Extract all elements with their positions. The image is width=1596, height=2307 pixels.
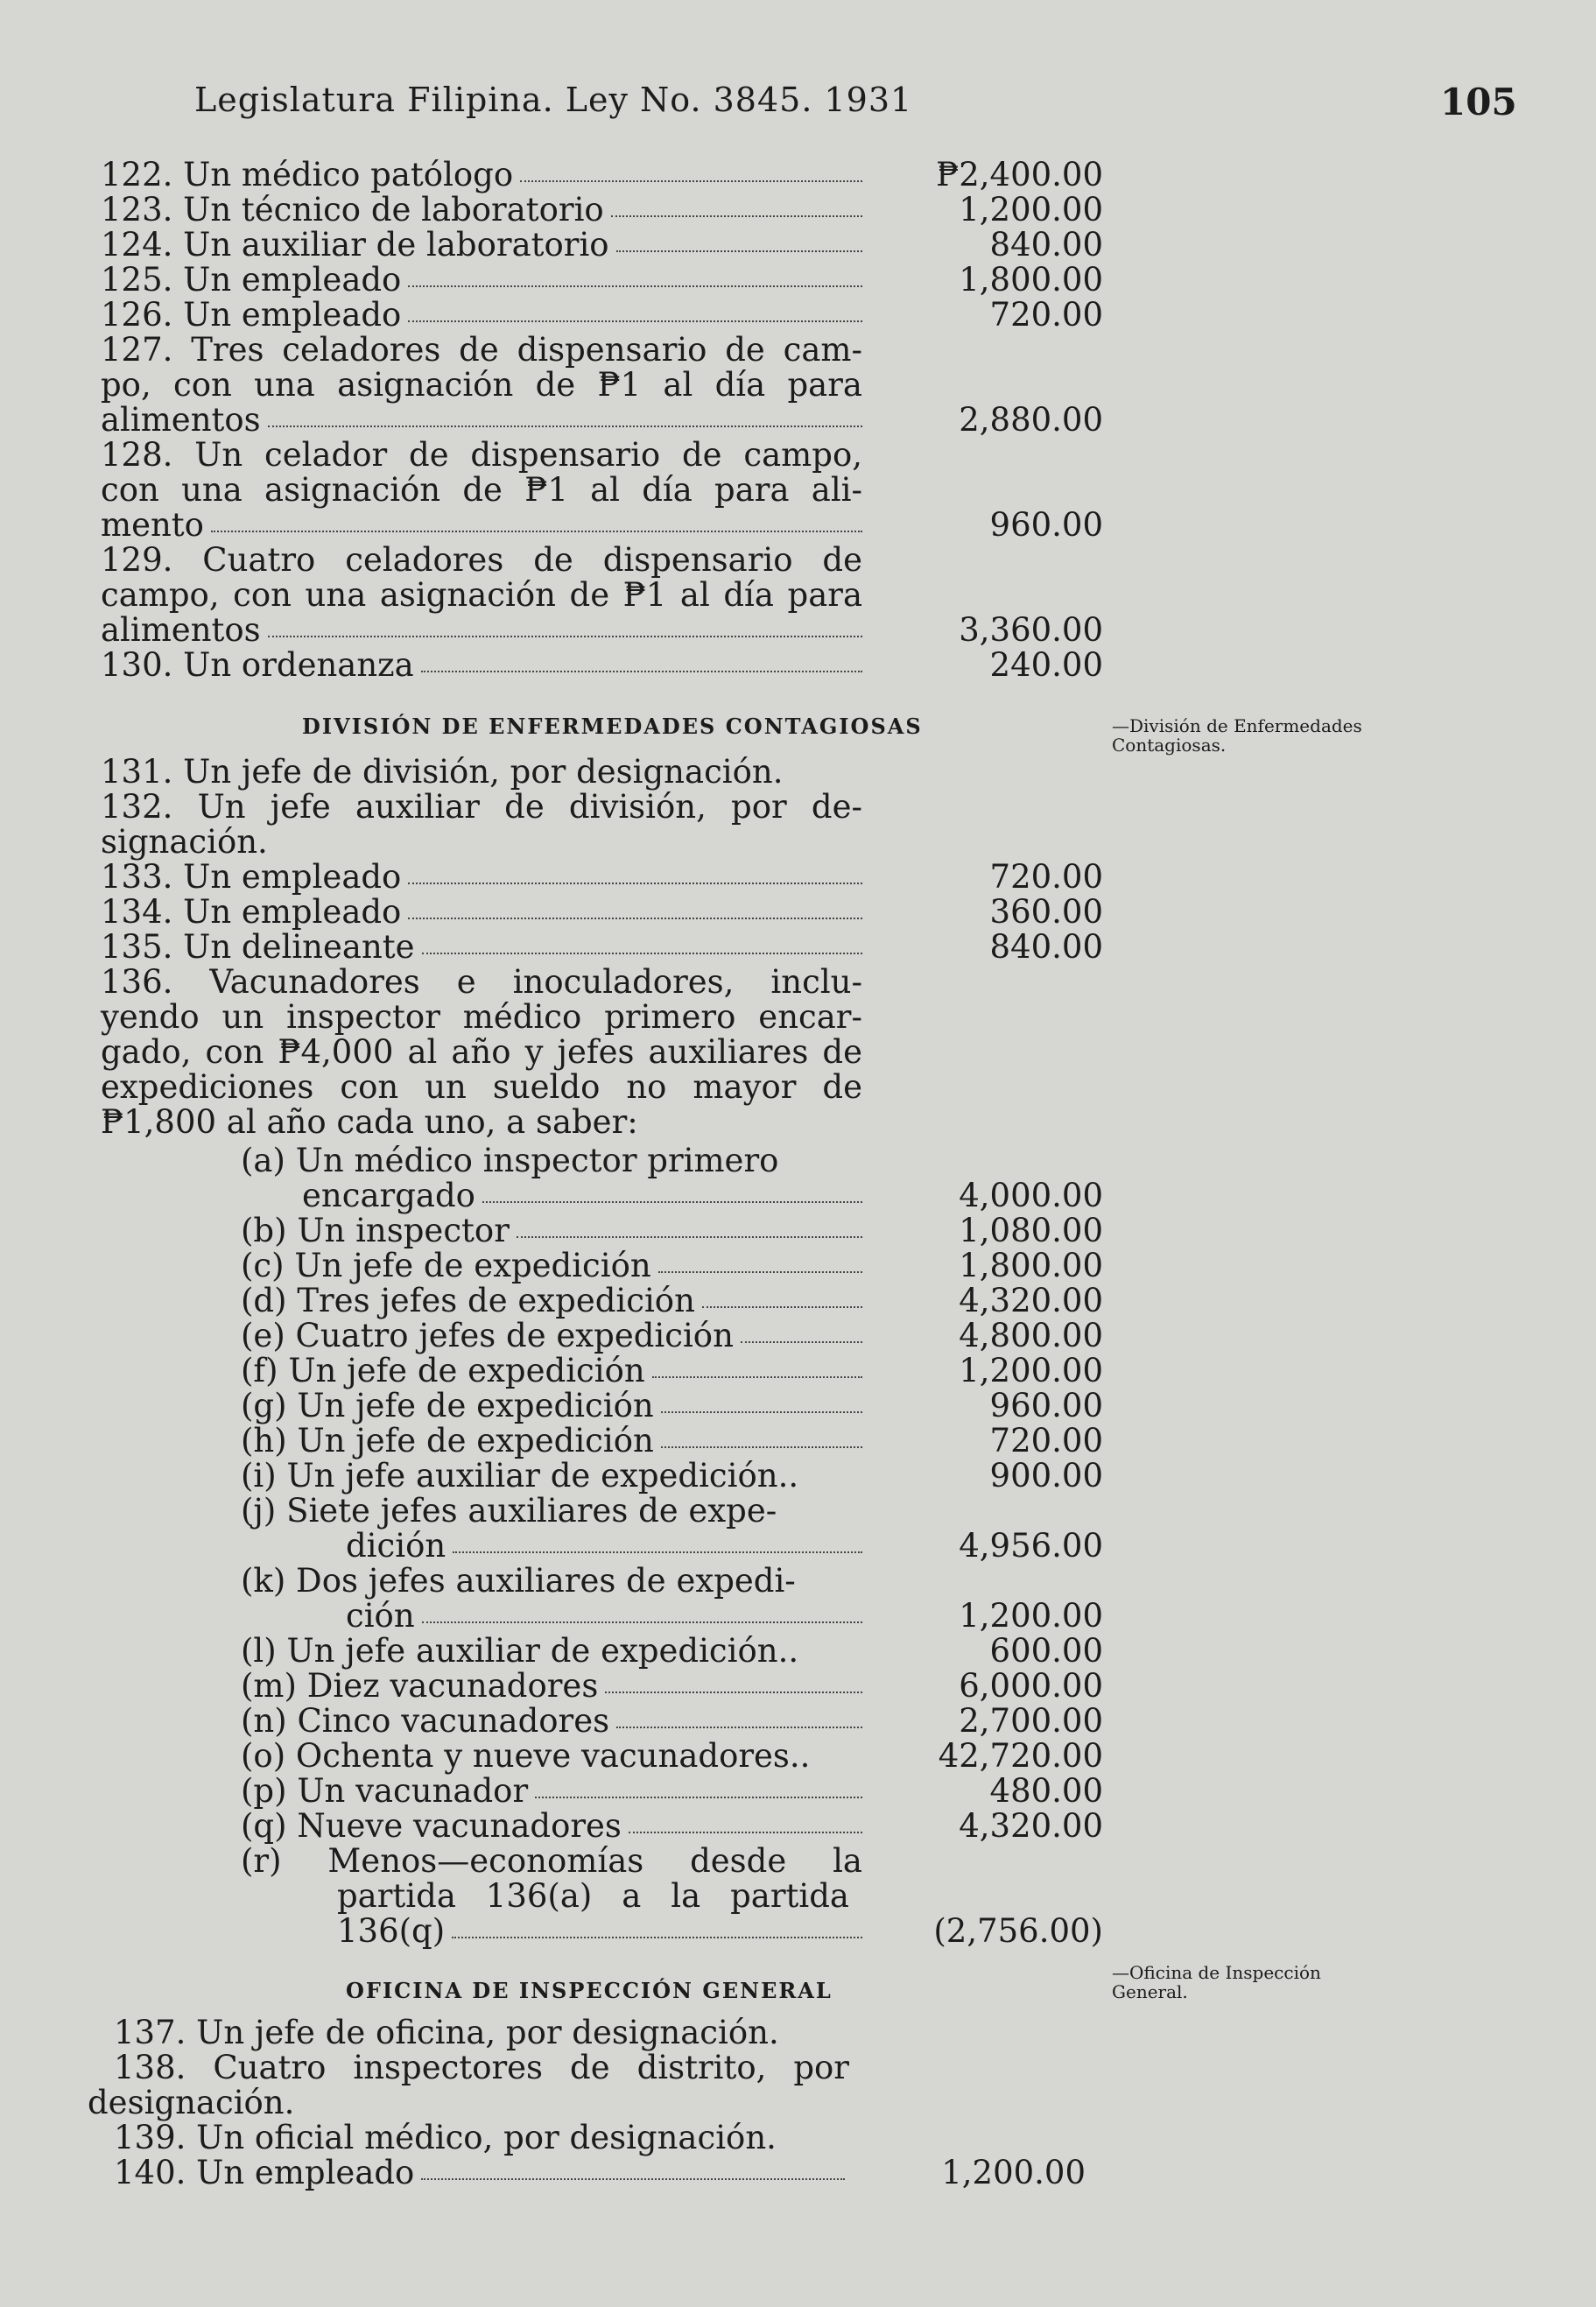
amount-133: 720.00 bbox=[989, 858, 1103, 896]
subitem-l: (l) Un jefe auxiliar de expedición.. bbox=[241, 1632, 799, 1670]
amount-134: 360.00 bbox=[989, 893, 1103, 931]
subitem-k-line2: ción bbox=[346, 1599, 862, 1634]
item-137: 137. Un jefe de oficina, por designación. bbox=[114, 2014, 779, 2051]
subitem-o: (o) Ochenta y nueve vacunadores.. bbox=[241, 1737, 811, 1775]
subitem-n: (n) Cinco vacunadores bbox=[241, 1704, 862, 1739]
side-note-inspeccion: —Oficina de Inspección General. bbox=[1112, 1962, 1321, 2002]
item-136-line2: yendo un inspector médico primero encar- bbox=[101, 998, 862, 1036]
item-136-line1: 136. Vacunadores e inoculadores, inclu- bbox=[101, 963, 862, 1001]
item-132-line2: signación. bbox=[101, 823, 268, 861]
item-136-line3: gado, con ₱4,000 al año y jefes auxiliares de bbox=[101, 1033, 862, 1071]
amount-140: 1,200.00 bbox=[941, 2154, 1086, 2191]
amount-f: 1,200.00 bbox=[959, 1352, 1103, 1389]
subitem-f: (f) Un jefe de expedición bbox=[241, 1354, 862, 1389]
amount-k: 1,200.00 bbox=[959, 1597, 1103, 1635]
running-header: Legislatura Filipina. Ley No. 3845. 1931 bbox=[194, 81, 913, 119]
item-124: 124. Un auxiliar de laboratorio bbox=[101, 228, 862, 263]
subitem-r-line2: partida 136(a) a la partida bbox=[337, 1877, 849, 1915]
subitem-d: (d) Tres jefes de expedición bbox=[241, 1284, 862, 1319]
subitem-r-line3: 136(q) bbox=[337, 1914, 862, 1949]
amount-122: ₱2,400.00 bbox=[936, 156, 1103, 193]
amount-c: 1,800.00 bbox=[959, 1247, 1103, 1284]
amount-130: 240.00 bbox=[989, 646, 1103, 684]
amount-r: (2,756.00) bbox=[933, 1912, 1103, 1950]
amount-p: 480.00 bbox=[989, 1772, 1103, 1810]
amount-129: 3,360.00 bbox=[959, 611, 1103, 649]
item-136-line5: ₱1,800 al año cada uno, a saber: bbox=[101, 1103, 638, 1141]
item-126: 126. Un empleado bbox=[101, 298, 862, 333]
item-130: 130. Un ordenanza bbox=[101, 648, 862, 683]
item-129-line2: campo, con una asignación de ₱1 al día para bbox=[101, 576, 862, 614]
subitem-a-line1: (a) Un médico inspector primero bbox=[241, 1142, 779, 1179]
amount-127: 2,880.00 bbox=[959, 401, 1103, 439]
page-number: 105 bbox=[1440, 81, 1517, 123]
subitem-r-line1: (r) Menos—economías desde la bbox=[241, 1842, 862, 1880]
subitem-g: (g) Un jefe de expedición bbox=[241, 1389, 862, 1424]
subitem-b: (b) Un inspector bbox=[241, 1213, 862, 1248]
amount-124: 840.00 bbox=[989, 226, 1103, 264]
amount-135: 840.00 bbox=[989, 928, 1103, 966]
amount-i: 900.00 bbox=[989, 1457, 1103, 1495]
amount-a: 4,000.00 bbox=[959, 1177, 1103, 1214]
item-132-line1: 132. Un jefe auxiliar de división, por de- bbox=[101, 788, 862, 826]
section-heading-inspeccion: OFICINA DE INSPECCIÓN GENERAL bbox=[346, 1978, 833, 2003]
amount-d: 4,320.00 bbox=[959, 1282, 1103, 1319]
amount-128: 960.00 bbox=[989, 506, 1103, 544]
item-129-line3: alimentos bbox=[101, 613, 862, 648]
subitem-c: (c) Un jefe de expedición bbox=[241, 1248, 862, 1284]
subitem-i: (i) Un jefe auxiliar de expedición.. bbox=[241, 1457, 799, 1495]
item-122: 122. Un médico patólogo bbox=[101, 158, 862, 193]
subitem-j-line1: (j) Siete jefes auxiliares de expe- bbox=[241, 1492, 777, 1530]
amount-125: 1,800.00 bbox=[959, 261, 1103, 299]
item-128-line1: 128. Un celador de dispensario de campo, bbox=[101, 436, 862, 474]
subitem-p: (p) Un vacunador bbox=[241, 1774, 862, 1809]
item-128-line2: con una asignación de ₱1 al día para ali- bbox=[101, 471, 862, 509]
item-134: 134. Un empleado bbox=[101, 895, 862, 930]
amount-m: 6,000.00 bbox=[959, 1667, 1103, 1705]
amount-g: 960.00 bbox=[989, 1387, 1103, 1424]
item-131: 131. Un jefe de división, por designación. bbox=[101, 753, 784, 791]
amount-n: 2,700.00 bbox=[959, 1702, 1103, 1740]
amount-j: 4,956.00 bbox=[959, 1527, 1103, 1565]
item-139: 139. Un oficial médico, por designación. bbox=[114, 2119, 777, 2156]
item-135: 135. Un delineante bbox=[101, 930, 862, 965]
amount-123: 1,200.00 bbox=[959, 191, 1103, 229]
subitem-q: (q) Nueve vacunadores bbox=[241, 1809, 862, 1844]
subitem-k-line1: (k) Dos jefes auxiliares de expedi- bbox=[241, 1562, 796, 1600]
amount-h: 720.00 bbox=[989, 1422, 1103, 1459]
item-140: 140. Un empleado bbox=[114, 2156, 845, 2191]
item-129-line1: 129. Cuatro celadores de dispensario de bbox=[101, 541, 862, 579]
item-127-line2: po, con una asignación de ₱1 al día para bbox=[101, 366, 862, 404]
item-138-line1: 138. Cuatro inspectores de distrito, por bbox=[114, 2049, 849, 2086]
item-127-line3: alimentos bbox=[101, 403, 862, 438]
item-136-line4: expediciones con un sueldo no mayor de bbox=[101, 1068, 862, 1106]
side-note-contagiosas: —División de Enfermedades Contagiosas. bbox=[1112, 715, 1362, 756]
amount-126: 720.00 bbox=[989, 296, 1103, 334]
item-127-line1: 127. Tres celadores de dispensario de cam- bbox=[101, 331, 862, 369]
subitem-e: (e) Cuatro jefes de expedición bbox=[241, 1319, 862, 1354]
subitem-h: (h) Un jefe de expedición bbox=[241, 1424, 862, 1459]
item-133: 133. Un empleado bbox=[101, 860, 862, 895]
subitem-m: (m) Diez vacunadores bbox=[241, 1669, 862, 1704]
subitem-j-line2: dición bbox=[346, 1529, 862, 1564]
amount-e: 4,800.00 bbox=[959, 1317, 1103, 1354]
item-125: 125. Un empleado bbox=[101, 263, 862, 298]
item-138-line2: designación. bbox=[88, 2084, 295, 2121]
item-128-line3: mento bbox=[101, 508, 862, 543]
item-123: 123. Un técnico de laboratorio bbox=[101, 193, 862, 228]
section-heading-contagiosas: DIVISIÓN DE ENFERMEDADES CONTAGIOSAS bbox=[302, 714, 923, 739]
subitem-a-line2: encargado bbox=[302, 1178, 862, 1213]
amount-b: 1,080.00 bbox=[959, 1212, 1103, 1249]
amount-l: 600.00 bbox=[989, 1632, 1103, 1670]
amount-o: 42,720.00 bbox=[938, 1737, 1103, 1775]
amount-q: 4,320.00 bbox=[959, 1807, 1103, 1845]
